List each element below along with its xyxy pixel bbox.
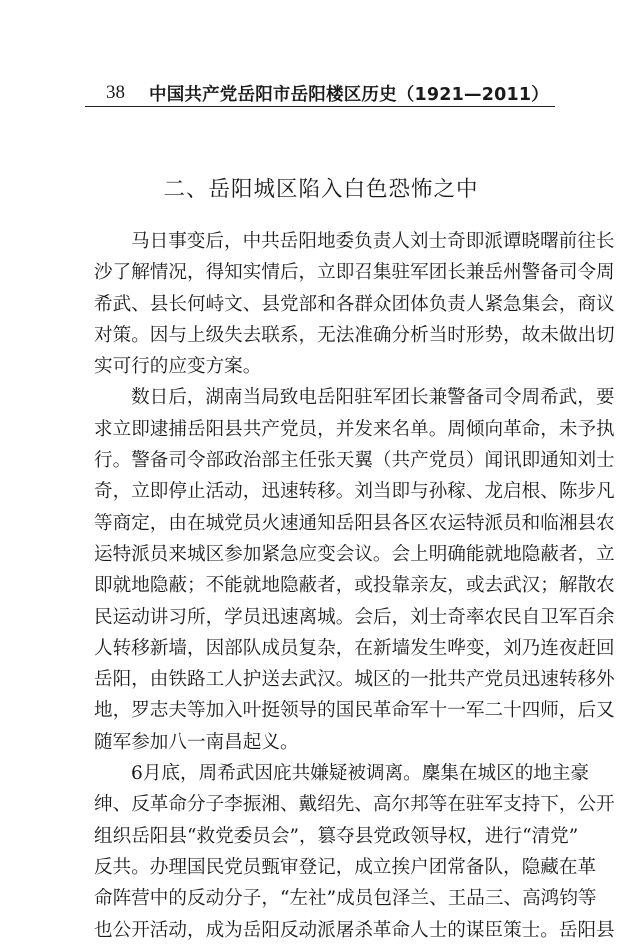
running-title: 中国共产党岳阳市岳阳楼区历史（1921—2011） — [149, 85, 549, 105]
paragraph-line: 对策。因与上级失去联系，无法准确分析当时形势，故未做出切 — [94, 324, 615, 346]
paragraph-line: 实可行的应变方案。 — [94, 356, 262, 378]
paragraph-line: 数日后，湖南当局致电岳阳驻军团长兼警备司令周希武，要 — [131, 387, 615, 409]
paragraph-line: 民运动讲习所，学员迅速离城。会后，刘士奇率农民自卫军百余 — [94, 606, 615, 628]
paragraph-line: 等商定，由在城党员火速通知岳阳县各区农运特派员和临湘县农 — [94, 512, 615, 534]
paragraph-line: 求立即逮捕岳阳县共产党员，并发来名单。周倾向革命，未予执 — [94, 418, 615, 440]
page-number: 38 — [106, 82, 125, 103]
header-rule — [85, 106, 555, 107]
paragraph-line: 反共。办理国民党员甄审登记，成立挨户团常备队，隐藏在革 — [94, 856, 597, 878]
paragraph-line: 奇，立即停止活动，迅速转移。刘当即与孙稼、龙启根、陈步凡 — [94, 481, 615, 503]
paragraph-line: 人转移新墙，因部队成员复杂，在新墙发生哗变，刘乃连夜赶回 — [94, 637, 615, 659]
paragraph-line: 随军参加八一南昌起义。 — [94, 731, 299, 753]
running-header — [85, 78, 555, 104]
paragraph-line: 命阵营中的反动分子，“左社”成员包泽兰、王品三、高鸿钧等 — [94, 888, 597, 910]
paragraph-line: 组织岳阳县“救党委员会”，篡夺县党政领导权，进行“清党” — [94, 825, 579, 847]
body-text — [94, 226, 615, 946]
paragraph-line: 行。警备司令部政治部主任张天翼（共产党员）闻讯即通知刘士 — [94, 450, 615, 472]
paragraph-line: 6月底，周希武因庇共嫌疑被调离。麇集在城区的地主豪 — [131, 763, 590, 785]
paragraph-line: 马日事变后，中共岳阳地委负责人刘士奇即派谭晓曙前往长 — [131, 231, 615, 252]
section-title: 二、岳阳城区陷入白色恐怖之中 — [163, 177, 479, 202]
paragraph-line: 沙了解情况，得知实情后，立即召集驻军团长兼岳州警备司令周 — [94, 262, 615, 284]
paragraph-line: 运特派员来城区参加紧急应变会议。会上明确能就地隐蔽者，立 — [94, 543, 615, 565]
paragraph-line: 也公开活动，成为岳阳反动派屠杀革命人士的谋臣策士。岳阳县 — [94, 919, 615, 941]
paragraph-line: 希武、县长何峙文、县党部和各群众团体负责人紧急集会，商议 — [94, 293, 615, 315]
paragraph-line: 地，罗志夫等加入叶挺领导的国民革命军十一军二十四师，后又 — [94, 700, 615, 722]
paragraph-line: 即就地隐蔽；不能就地隐蔽者，或投靠亲友，或去武汉；解散农 — [94, 575, 615, 597]
paragraph-line: 岳阳，由铁路工人护送去武汉。城区的一批共产党员迅速转移外 — [94, 669, 615, 691]
paragraph-line: 绅、反革命分子李振湘、戴绍先、高尔邦等在驻军支持下，公开 — [94, 794, 615, 816]
